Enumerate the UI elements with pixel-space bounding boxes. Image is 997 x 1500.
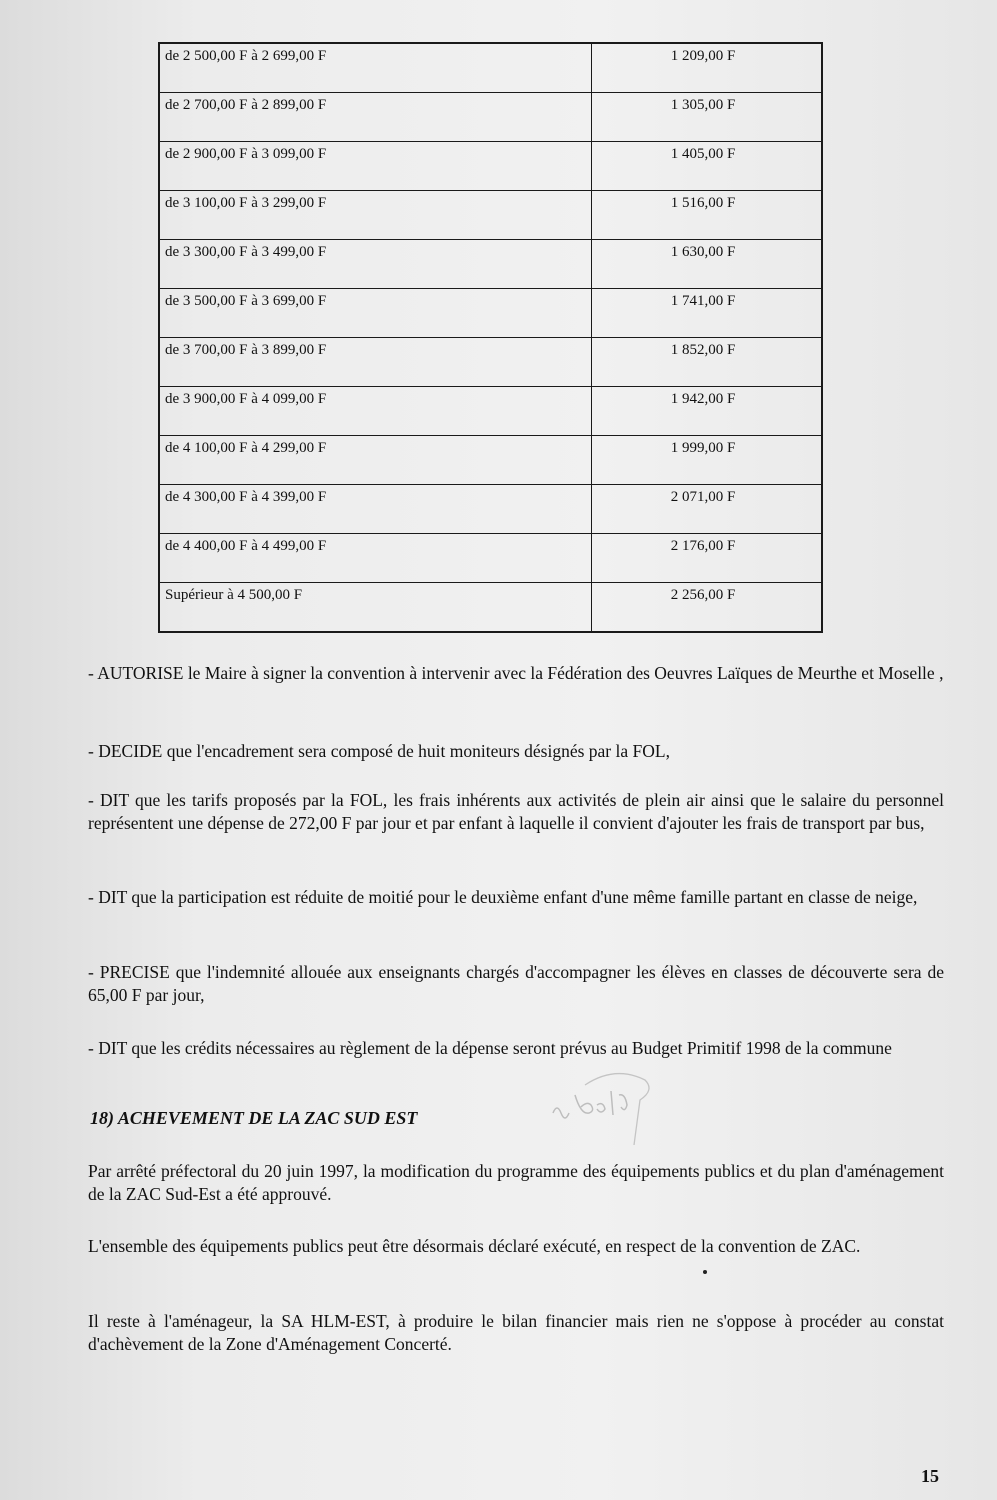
- participation-amount: 1 209,00 F: [592, 43, 823, 93]
- income-range: de 2 700,00 F à 2 899,00 F: [159, 93, 592, 142]
- income-range: de 2 900,00 F à 3 099,00 F: [159, 142, 592, 191]
- section-paragraph-arrete: Par arrêté préfectoral du 20 juin 1997, la modification du programme des équipements publics et du plan d'aménagement de la ZAC Sud-Est a été approuvé.: [88, 1161, 944, 1204]
- income-range: de 3 500,00 F à 3 699,00 F: [159, 289, 592, 338]
- decision-decide: - DECIDE que l'encadrement sera composé de huit moniteurs désignés par la FOL,: [88, 741, 670, 761]
- handwritten-initials-icon: [545, 1065, 665, 1145]
- participation-amount: 1 630,00 F: [592, 240, 823, 289]
- participation-amount: 2 256,00 F: [592, 583, 823, 633]
- participation-amount: 2 176,00 F: [592, 534, 823, 583]
- section-heading: 18) ACHEVEMENT DE LA ZAC SUD EST: [90, 1108, 418, 1128]
- decision-precise: - PRECISE que l'indemnité allouée aux enseignants chargés d'accompagner les élèves en classes de découverte sera de 65,00 F par jour,: [88, 962, 944, 1005]
- decision-dit-participation: - DIT que la participation est réduite de moitié pour le deuxième enfant d'une même famille partant en classe de neige,: [88, 887, 918, 907]
- section-paragraph-equipements: L'ensemble des équipements publics peut être désormais déclaré exécuté, en respect de la convention de ZAC.: [88, 1236, 861, 1256]
- income-range: de 4 400,00 F à 4 499,00 F: [159, 534, 592, 583]
- table-row: [159, 93, 822, 142]
- table-row: [159, 583, 822, 633]
- participation-amount: 2 071,00 F: [592, 485, 823, 534]
- income-range: de 4 300,00 F à 4 399,00 F: [159, 485, 592, 534]
- participation-amount: 1 852,00 F: [592, 338, 823, 387]
- table-row: [159, 142, 822, 191]
- table-row: [159, 485, 822, 534]
- participation-amount: 1 999,00 F: [592, 436, 823, 485]
- table-row: [159, 289, 822, 338]
- decision-autorise: - AUTORISE le Maire à signer la convention à intervenir avec la Fédération des Oeuvres Laïques de Meurthe et Moselle ,: [88, 663, 944, 683]
- income-range: de 3 900,00 F à 4 099,00 F: [159, 387, 592, 436]
- participation-amount: 1 741,00 F: [592, 289, 823, 338]
- table-row: [159, 338, 822, 387]
- table-row: [159, 534, 822, 583]
- income-range: de 3 300,00 F à 3 499,00 F: [159, 240, 592, 289]
- income-range: Supérieur à 4 500,00 F: [159, 583, 592, 633]
- page-number: 15: [921, 1466, 939, 1486]
- participation-amount: 1 942,00 F: [592, 387, 823, 436]
- tariff-table: [158, 42, 823, 633]
- table-row: [159, 387, 822, 436]
- participation-amount: 1 516,00 F: [592, 191, 823, 240]
- stray-mark: [703, 1270, 707, 1274]
- table-row: [159, 43, 822, 93]
- section-paragraph-amenageur: Il reste à l'aménageur, la SA HLM-EST, à produire le bilan financier mais rien ne s'oppose à procéder au constat d'achèvement de la Zone d'Aménagement Concerté.: [88, 1311, 944, 1354]
- table-row: [159, 240, 822, 289]
- participation-amount: 1 305,00 F: [592, 93, 823, 142]
- decision-dit-credits: - DIT que les crédits nécessaires au règlement de la dépense seront prévus au Budget Primitif 1998 de la commune: [88, 1038, 892, 1058]
- income-range: de 3 700,00 F à 3 899,00 F: [159, 338, 592, 387]
- participation-amount: 1 405,00 F: [592, 142, 823, 191]
- income-range: de 4 100,00 F à 4 299,00 F: [159, 436, 592, 485]
- table-row: [159, 191, 822, 240]
- income-range: de 2 500,00 F à 2 699,00 F: [159, 43, 592, 93]
- income-range: de 3 100,00 F à 3 299,00 F: [159, 191, 592, 240]
- decision-dit-tarifs: - DIT que les tarifs proposés par la FOL, les frais inhérents aux activités de plein air ainsi que le salaire du personnel représentent une dépense de 272,00 F par jour et par enfant à laquelle il convient d'ajouter les frais de transport par bus,: [88, 790, 944, 833]
- table-row: [159, 436, 822, 485]
